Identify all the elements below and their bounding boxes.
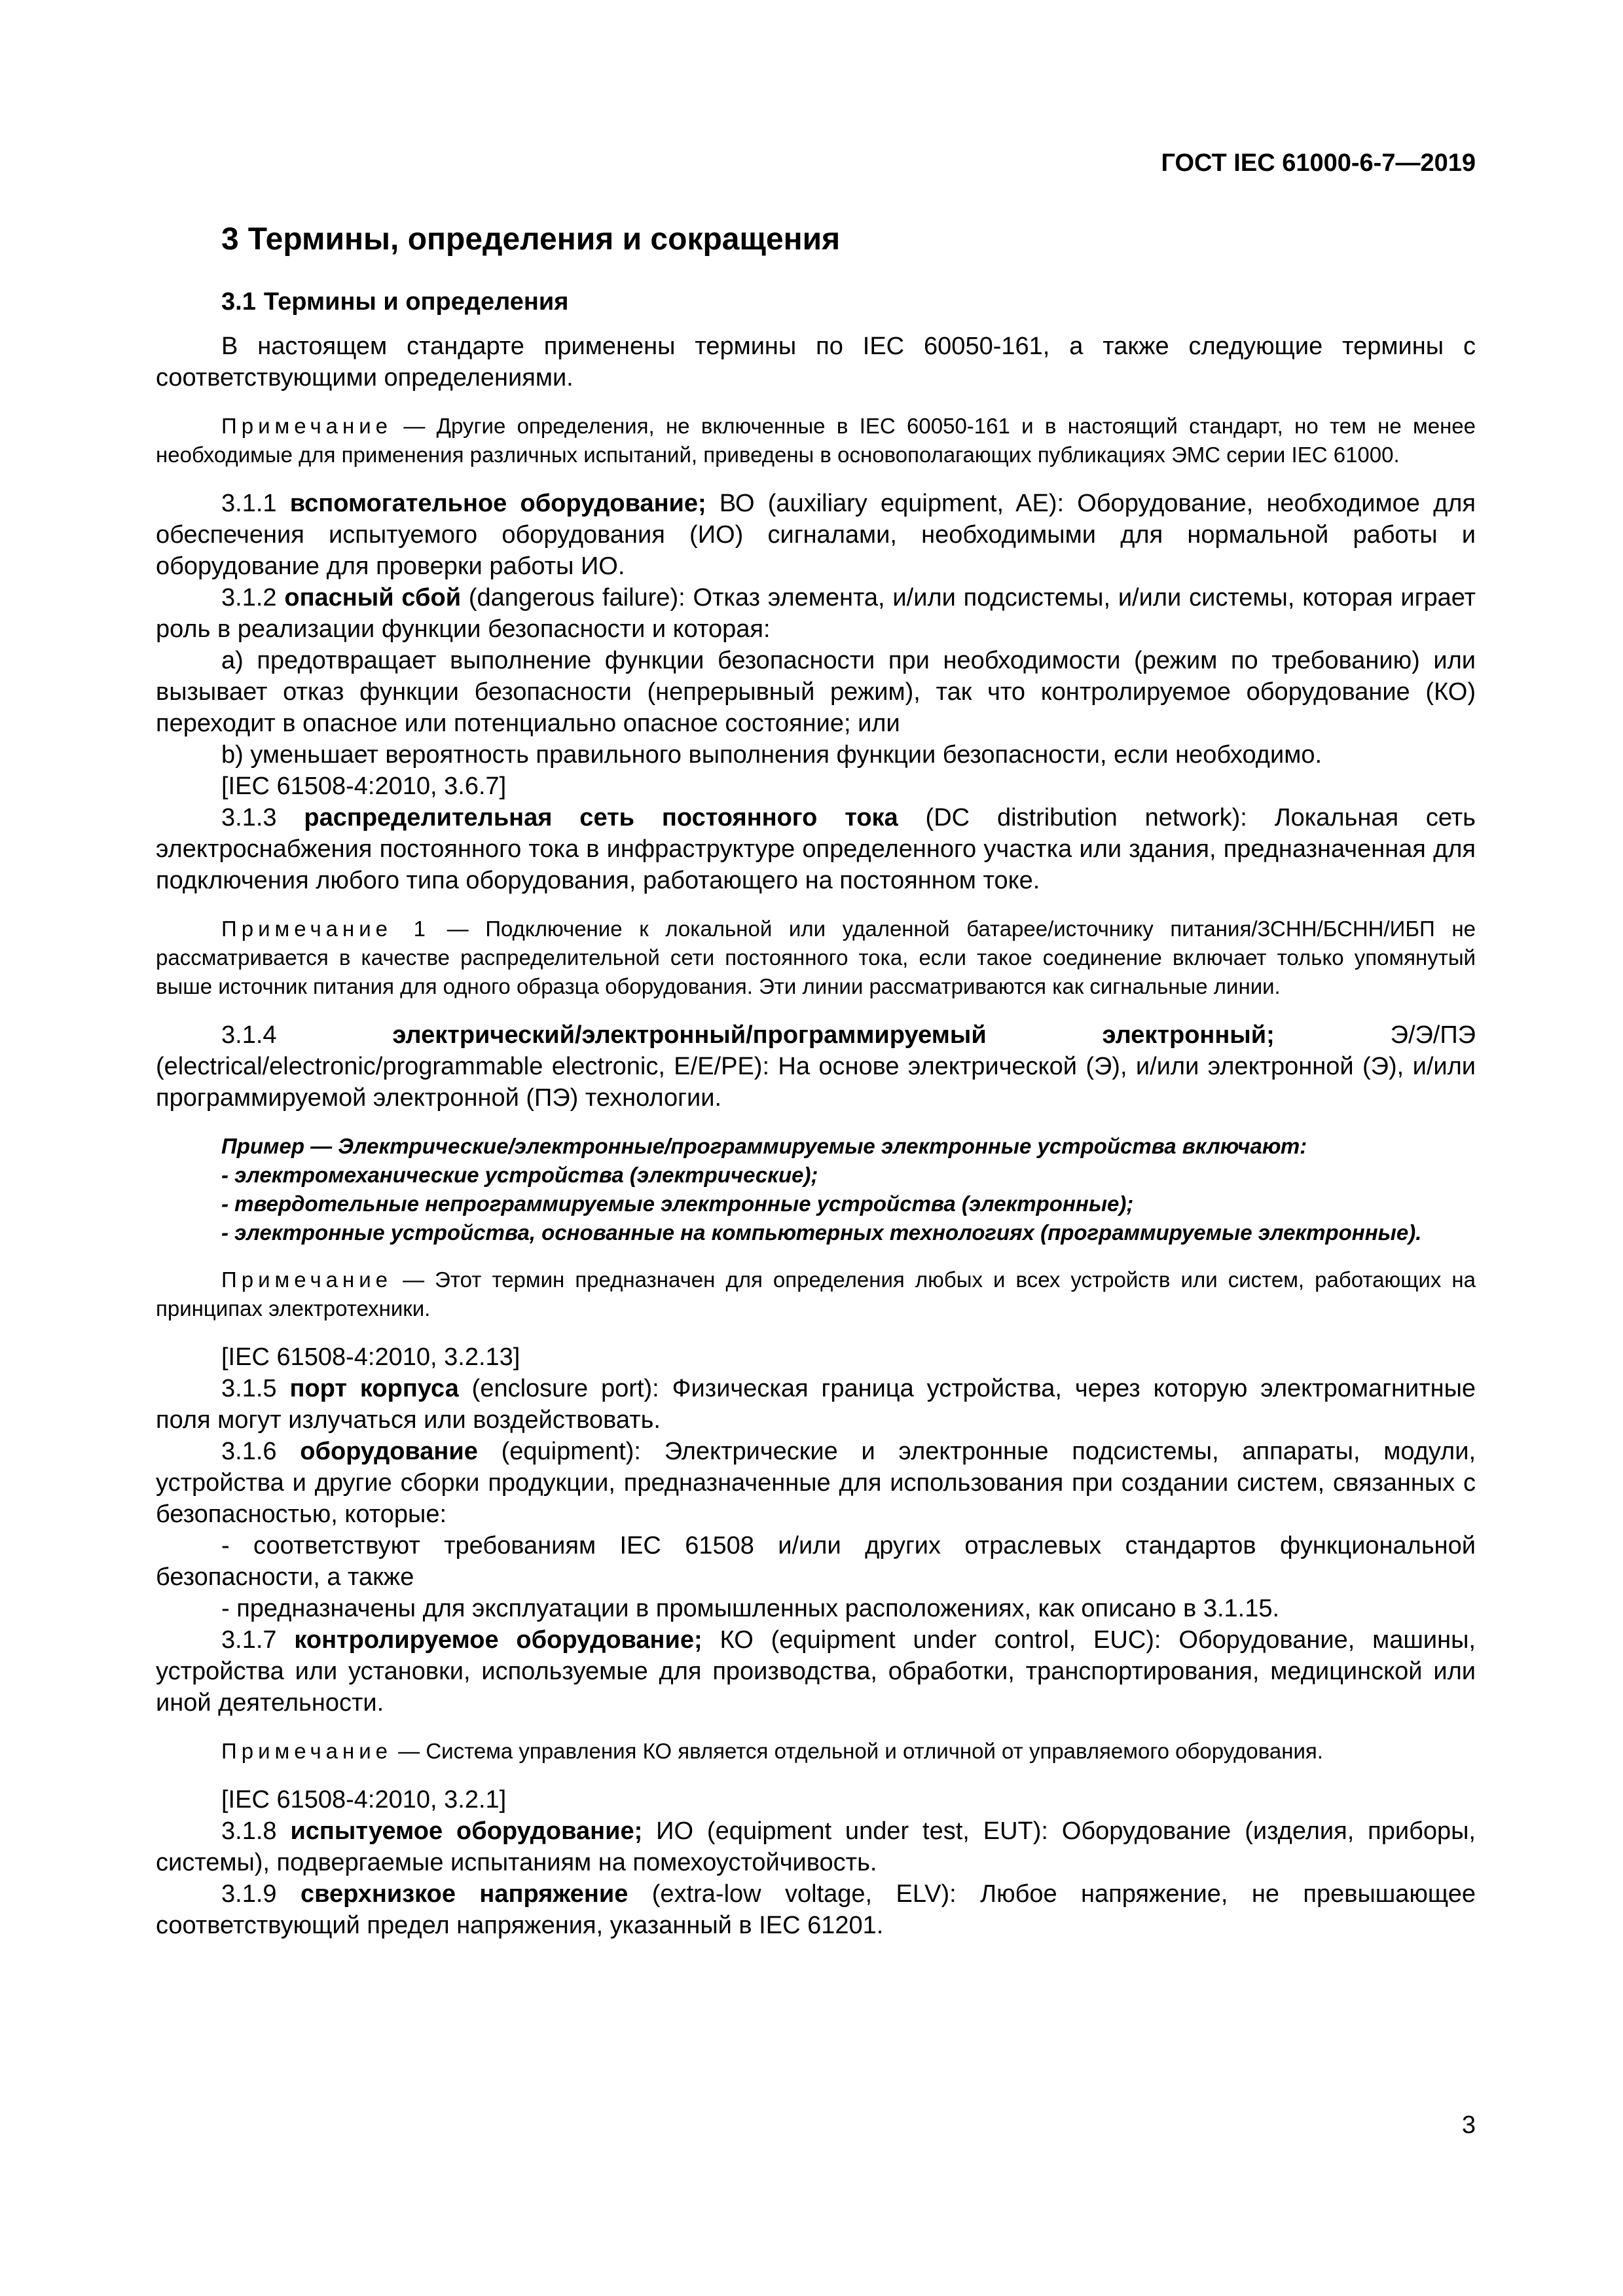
term-3-1-3: 3.1.3 распределительная сеть постоянного тока (DC distribution network): Локальная сеть электроснабжения постоянного тока в инфраструктуре определенного участка или здания, предназначенная для подключения любого типа оборудования, работающего на постоянном токе. (156, 804, 1476, 894)
term-3-1-8: 3.1.8 испытуемое оборудование; ИО (equipment under test, EUT): Оборудование (изделия, приборы, системы), подвергаемые испытаниям на помехоустойчивость. (156, 1817, 1476, 1876)
term-3-1-9: 3.1.9 сверхнизкое напряжение (extra-low voltage, ELV): Любое напряжение, не превышающее соответствующий предел напряжения, указанный в IEC 61201. (156, 1880, 1476, 1939)
body-text (156, 331, 1476, 1941)
subsection-title: Термины и определения (263, 288, 569, 316)
term-3-1-2-item-a: a) предотвращает выполнение функции безопасности при необходимости (режим по требованию) или вызывает отказ функции безопасности (непрерывный режим), так что контролируемое оборудование (КО) переходит в опасное или потенциально опасное состояние; или (156, 647, 1476, 737)
term-3-1-4: 3.1.4 электрический/электронный/программируемый электронный; Э/Э/ПЭ (electrical/electronic/programmable electronic, E/E/PE): На основе электрической (Э), и/или электронной (Э), и/или программируемой электронной (ПЭ) технологии. (156, 1021, 1476, 1112)
note-3-1-3: Примечание 1 — Подключение к локальной или удаленной батарее/источнику питания/ЗСНН/БСНН/ИБП не рассматривается в качестве распределительной сети постоянного тока, если такое соединение включает только упомянутый выше источник питания для одного образца оборудования. Эти линии рассматриваются как сигнальные линии. (156, 917, 1476, 998)
example-lead: Пример — Электрические/электронные/программируемые электронные устройства включают: (221, 1134, 1307, 1158)
section-number: 3 (221, 222, 239, 257)
standard-designation: ГОСТ IEC 61000-6-7—2019 (1161, 149, 1476, 177)
note-3-1-4: Примечание — Этот термин предназначен для определения любых и всех устройств или систем, работающих на принципах электротехники. (156, 1267, 1476, 1321)
term-3-1-6-item: - соответствуют требованиям IEC 61508 и/или других отраслевых стандартов функциональной безопасности, а также (156, 1532, 1476, 1591)
subsection-heading (221, 288, 568, 316)
term-3-1-6: 3.1.6 оборудование (equipment): Электрические и электронные подсистемы, аппараты, модули, устройства и другие сборки продукции, предназначенные для использования при создании систем, связанных с безопасностью, которые: (156, 1438, 1476, 1528)
ref-3-1-4: [IEC 61508-4:2010, 3.2.13] (221, 1343, 520, 1371)
example-item: - электромеханические устройства (электрические); (221, 1163, 818, 1187)
note-3-1-7: Примечание — Система управления КО является отдельной и отличной от управляемого оборудования. (221, 1739, 1323, 1763)
term-3-1-7: 3.1.7 контролируемое оборудование; КО (equipment under control, EUC): Оборудование, машины, устройства или установки, используемые для производства, обработки, транспортирования, медицинской или иной деятельности. (156, 1626, 1476, 1717)
term-3-1-1: 3.1.1 вспомогательное оборудование; ВО (auxiliary equipment, AE): Оборудование, необходимое для обеспечения испытуемого оборудования (ИО) сигналами, необходимыми для нормальной работы и оборудование для проверки работы ИО. (156, 490, 1476, 580)
term-3-1-2: 3.1.2 опасный сбой (dangerous failure): Отказ элемента, и/или подсистемы, и/или системы, которая играет роль в реализации функции безопасности и которая: (156, 584, 1476, 643)
section-heading (221, 221, 840, 257)
page-number: 3 (1461, 2111, 1476, 2139)
term-3-1-5: 3.1.5 порт корпуса (enclosure port): Физическая граница устройства, через которую электромагнитные поля могут излучаться или воздействовать. (156, 1375, 1476, 1434)
example-item: - твердотельные непрограммируемые электронные устройства (электронные); (221, 1192, 1134, 1216)
term-3-1-2-ref: [IEC 61508-4:2010, 3.6.7] (221, 773, 507, 800)
section-title: Термины, определения и сокращения (247, 222, 841, 257)
intro-paragraph: В настоящем стандарте применены термины по IEC 60050-161, а также следующие термины с соответствующими определениями. (156, 333, 1476, 392)
example-item: - электронные устройства, основанные на компьютерных технологиях (программируемые электронные). (221, 1220, 1422, 1245)
subsection-number: 3.1 (221, 288, 256, 316)
note-intro: Примечание — Другие определения, не включенные в IEC 60050-161 и в настоящий стандарт, но тем не менее необходимые для применения различных испытаний, приведены в основополагающих публикациях ЭМС серии IEC 61000. (156, 414, 1476, 467)
term-3-1-6-item: - предназначены для эксплуатации в промышленных расположениях, как описано в 3.1.15. (221, 1595, 1280, 1622)
ref-3-1-7: [IEC 61508-4:2010, 3.2.1] (221, 1786, 507, 1813)
term-3-1-2-item-b: b) уменьшает вероятность правильного выполнения функции безопасности, если необходимо. (221, 741, 1322, 769)
